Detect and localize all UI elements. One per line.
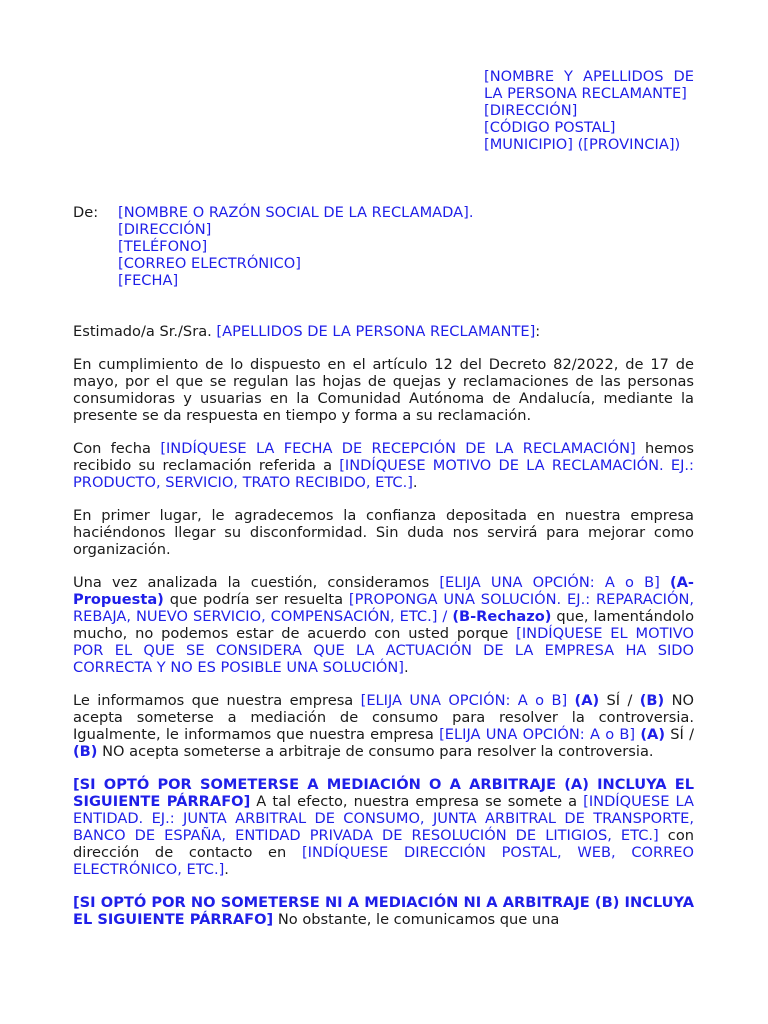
proposed-solution-placeholder: [PROPONGA UNA SOLUCIÓN. EJ.: REPARACIÓN, REBAJA, NUEVO SERVICIO, COMPENSACIÓN, ETC.] (73, 591, 695, 625)
recipient-address-block (484, 68, 694, 153)
paragraph-mediation-text-2: SÍ / (599, 692, 640, 709)
greeting-prefix: Estimado/a Sr./Sra. (73, 323, 217, 340)
sender-address-placeholder: [DIRECCIÓN] (118, 221, 212, 238)
paragraph-option-b-no-submission (73, 894, 694, 928)
complaint-reason-placeholder: [INDÍQUESE MOTIVO DE LA RECLAMACIÓN. EJ.: PRODUCTO, SERVICIO, TRATO RECIBIDO, ETC.] (73, 457, 694, 491)
rejection-reason-placeholder: [INDÍQUESE EL MOTIVO POR EL QUE SE CONSIDERA QUE LA ACTUACIÓN DE LA EMPRESA HA SIDO CORRECTA Y NO ES POSIBLE UNA SOLUCIÓN] (73, 625, 694, 676)
recipient-municipality-placeholder: [MUNICIPIO] ([PROVINCIA]) (484, 136, 681, 153)
reception-date-placeholder: [INDÍQUESE LA FECHA DE RECEPCIÓN DE LA RECLAMACIÓN] (160, 440, 636, 457)
arbitration-option-a-label: (A) (640, 726, 665, 743)
recipient-name-placeholder: [NOMBRE Y APELLIDOS DE LA PERSONA RECLAMANTE] (484, 68, 694, 102)
sender-details (118, 204, 693, 289)
paragraph-reception-text-3: . (412, 474, 418, 491)
sender-company-name-placeholder: [NOMBRE O RAZÓN SOCIAL DE LA RECLAMADA]. (118, 204, 474, 221)
letter-body (73, 323, 694, 944)
entity-placeholder: [INDÍQUESE LA ENTIDAD. EJ.: JUNTA ARBITRAL DE CONSUMO, JUNTA ARBITRAL DE TRANSPORTE, BANCO DE ESPAÑA, ENTIDAD PRIVADA DE RESOLUCIÓN DE LITIGIOS, ETC.] (73, 793, 694, 844)
paragraph-analysis-space (660, 574, 670, 591)
sender-label: De: (73, 204, 99, 221)
paragraph-submission-text-1: A tal efecto, nuestra empresa se somete a (250, 793, 584, 810)
paragraph-no-submission-text: No obstante, le comunicamos que una (273, 911, 560, 928)
paragraph-mediation-space-1 (567, 692, 574, 709)
sender-email-placeholder: [CORREO ELECTRÓNICO] (118, 255, 301, 272)
option-choice-placeholder: [ELIJA UNA OPCIÓN: A o B] (439, 574, 660, 591)
paragraph-analysis-text-1: Una vez analizada la cuestión, consideramos (73, 574, 440, 591)
paragraph-reception-text-1: Con fecha (73, 440, 161, 457)
paragraph-reception (73, 440, 694, 491)
paragraph-thanks-text: En primer lugar, le agradecemos la confianza depositada en nuestra empresa haciéndonos llegar su disconformidad. Sin duda nos servirá para mejorar como organización. (73, 507, 694, 558)
paragraph-analysis-text-4: . (404, 659, 409, 676)
greeting-surname-placeholder: [APELLIDOS DE LA PERSONA RECLAMANTE] (216, 323, 536, 340)
contact-address-placeholder: [INDÍQUESE DIRECCIÓN POSTAL, WEB, CORREO ELECTRÓNICO, ETC.] (73, 844, 694, 878)
paragraph-mediation-text-5: NO acepta someterse a arbitraje de consumo para resolver la controversia. (97, 743, 654, 760)
recipient-postal-code-placeholder: [CÓDIGO POSTAL] (484, 119, 616, 136)
paragraph-analysis-text-2: que podría ser resuelta (163, 591, 349, 608)
paragraph-mediation-text-1: Le informamos que nuestra empresa (73, 692, 361, 709)
paragraph-thanks (73, 507, 694, 558)
paragraph-submission-text-3: . (224, 861, 229, 878)
greeting-suffix: : (535, 323, 541, 340)
sender-phone-placeholder: [TELÉFONO] (118, 238, 208, 255)
paragraph-mediation-text-3: NO acepta someterse a mediación de consumo para resolver la controversia. Igualmente, le informamos que nuestra empresa (73, 692, 695, 743)
paragraph-analysis (73, 574, 694, 676)
option-a-instruction: [SI OPTÓ POR SOMETERSE A MEDIACIÓN O A ARBITRAJE (A) INCLUYA EL SIGUIENTE PÁRRAFO] (73, 776, 694, 810)
paragraph-reception-text-2: hemos recibido su reclamación referida a (73, 440, 694, 474)
option-b-rejection-label: (B-Rechazo) (452, 608, 552, 625)
paragraph-option-a-submission (73, 776, 694, 878)
arbitration-option-b-label: (B) (73, 743, 98, 760)
paragraph-submission-text-2: con dirección de contacto en (73, 827, 694, 861)
sender-date-placeholder: [FECHA] (118, 272, 179, 289)
mediation-option-a-label: (A) (574, 692, 600, 709)
mediation-option-placeholder: [ELIJA UNA OPCIÓN: A o B] (360, 692, 568, 709)
mediation-option-b-label: (B) (639, 692, 665, 709)
greeting-paragraph (73, 323, 694, 340)
paragraph-mediation-text-4: SÍ / (665, 726, 695, 743)
recipient-address-placeholder: [DIRECCIÓN] (484, 102, 578, 119)
option-a-proposal-label: (A-Propuesta) (73, 574, 694, 608)
arbitration-option-placeholder: [ELIJA UNA OPCIÓN: A o B] (439, 726, 636, 743)
option-b-instruction: [SI OPTÓ POR NO SOMETERSE NI A MEDIACIÓN NI A ARBITRAJE (B) INCLUYA EL SIGUIENTE PÁRRAFO] (73, 894, 694, 928)
paragraph-legal-basis (73, 356, 694, 424)
option-separator: / (437, 608, 453, 625)
paragraph-mediation-arbitration (73, 692, 694, 760)
paragraph-analysis-text-3: que, lamentándolo mucho, no podemos estar de acuerdo con usted porque (73, 608, 694, 642)
paragraph-legal-basis-text: En cumplimiento de lo dispuesto en el artículo 12 del Decreto 82/2022, de 17 de mayo, por el que se regulan las hojas de quejas y reclamaciones de las personas consumidoras y usuarias en la Comunidad Autónoma de Andalucía, mediante la presente se da respuesta en tiempo y forma a su reclamación. (73, 356, 694, 424)
